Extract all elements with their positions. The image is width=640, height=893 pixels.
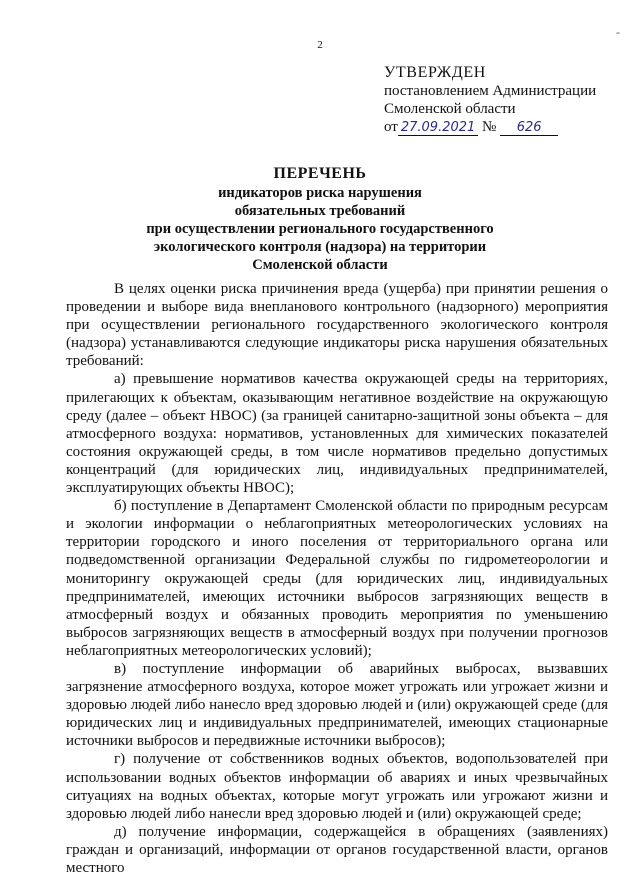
approval-heading: УТВЕРЖДЕН	[384, 64, 486, 81]
approval-line-1: постановлением Администрации	[384, 83, 597, 99]
title-main: ПЕРЕЧЕНЬ	[273, 165, 367, 182]
approval-line-2: Смоленской области	[384, 101, 516, 117]
indicator-g-paragraph: г) получение от собственников водных объектов, водопользователей при использовании водных объектов информации об авариях и иных чрезвычайных ситуациях на водных объектах, которые могут угрожать или угрожают жизни и здоровью людей либо нанесли вред здоровью людей и (или) окружающей среде;	[66, 751, 608, 822]
approval-block	[384, 64, 624, 136]
document-title	[0, 164, 640, 274]
page-number: 2	[317, 39, 323, 51]
title-line-3: при осуществлении регионального государственного	[146, 221, 494, 237]
indicator-a-paragraph: а) превышение нормативов качества окружающей среды на территориях, прилегающих к объектам, оказывающим негативное воздействие на окружающую среду (далее – объект НВОС) (за границей санитарно-защитной зоны объекта – для атмосферного воздуха: нормативов, установленных для химических показателей состояния окружающей среды, в том числе нормативов предельно допустимых концентраций (для юридических лиц, индивидуальных предпринимателей, эксплуатирующих объекты НВОС);	[66, 371, 608, 497]
title-line-4: экологического контроля (надзора) на территории	[153, 239, 487, 255]
scan-mark: -	[616, 25, 620, 39]
title-line-2: обязательных требований	[234, 203, 406, 219]
title-line-5: Смоленской области	[252, 257, 388, 273]
date-prefix: от	[384, 119, 398, 135]
intro-paragraph: В целях оценки риска причинения вреда (ущерба) при принятии решения о проведении и выборе вида внепланового контрольного (надзорного) мероприятия при осуществлении регионального государственного экологического контроля (надзора) устанавливаются следующие индикаторы риска нарушения обязательных требований:	[66, 281, 608, 370]
handwritten-number: 626	[500, 121, 558, 136]
document-body	[66, 280, 608, 877]
indicator-d-paragraph: д) получение информации, содержащейся в обращениях (заявлениях) граждан и организаций, информации от органов государственной власти, органов местного	[66, 823, 608, 876]
indicator-v-paragraph: в) поступление информации об аварийных выбросах, вызвавших загрязнение атмосферного воздуха, которое может угрожать или угрожает жизни и здоровью людей либо нанесло вред здоровью людей и (или) окружающей среде (для юридических лиц и индивидуальных предпринимателей, имеющих стационарные источники выбросов и передвижные источники выбросов);	[66, 660, 608, 750]
approval-date-line	[384, 118, 624, 136]
indicator-b-paragraph: б) поступление в Департамент Смоленской области по природным ресурсам и экологии информации о неблагоприятных метеорологических условиях на территории городского и иного поселения от территориального органа или подведомственной организации Федеральной службы по гидрометеорологии и мониторингу окружающей среды (для юридических лиц, индивидуальных предпринимателей, имеющих источники выбросов загрязняющих веществ в атмосферный воздух и обязанных проводить мероприятия по уменьшению выбросов загрязняющих веществ в атмосферный воздух при получении прогнозов неблагоприятных метеорологических условий);	[66, 498, 608, 659]
title-line-1: индикаторов риска нарушения	[218, 185, 422, 201]
handwritten-date: 27.09.2021	[398, 121, 478, 136]
number-prefix: №	[482, 119, 497, 135]
